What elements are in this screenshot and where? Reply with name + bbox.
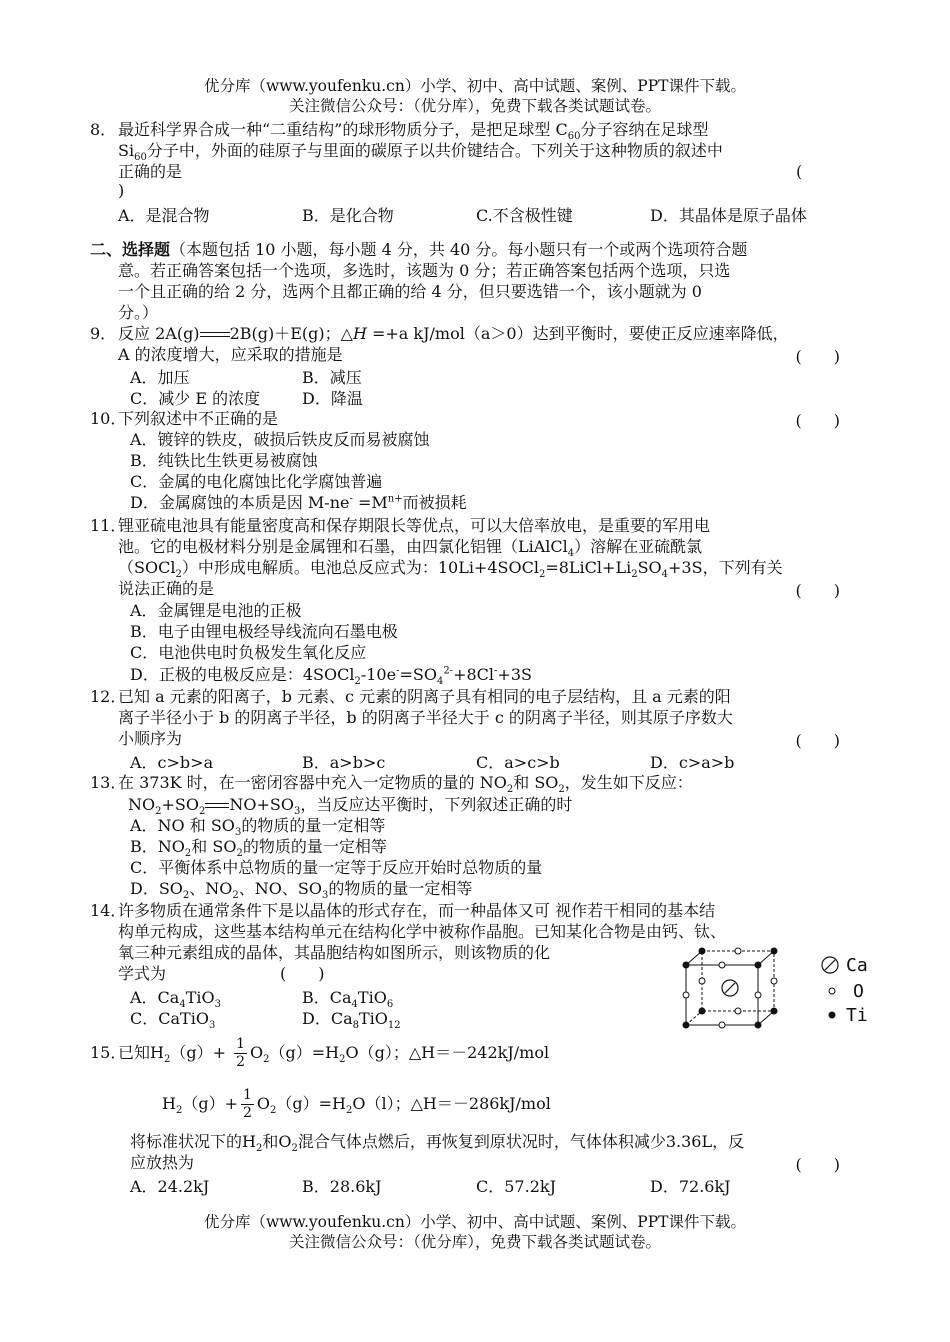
q10-option-b: B．纯铁比生铁更易被腐蚀 <box>130 451 318 470</box>
legend-o-label: O <box>853 981 864 1002</box>
q14-option-d: D．$Ca_8TiO_{12}$ <box>302 1009 401 1032</box>
section-2-title: 二、选择题 <box>90 240 171 259</box>
q13-number: 13． <box>90 773 127 792</box>
q10-option-a: A．镀锌的铁皮，破损后铁皮反而易被腐蚀 <box>130 430 430 449</box>
q12-option-d: D．c>a>b <box>650 753 735 772</box>
q10-number: 10． <box>90 409 127 428</box>
section-2-line-3: 一个且正确的给 2 分，选两个且都正确的给 4 分，但只要选错一个，该小题就为 0 <box>118 282 702 301</box>
q12-line-2: 离子半径小于 b 的阴离子半径，b 的阴离子半径大于 c 的阴离子半径，则其原子序数大 <box>118 708 733 727</box>
q9-number: 9． <box>90 324 117 343</box>
unit-cell-diagram <box>676 945 886 1035</box>
q13-line-2: $NO_2+SO_2$ $NO+SO_3$，当反应达平衡时，下列叙述正确的时 <box>128 795 573 818</box>
q12-answer-paren: ( ) <box>795 731 840 750</box>
q9-option-d: D．降温 <box>302 389 363 408</box>
q13-option-b: B．$NO_2$和 $SO_2$的物质的量一定相等 <box>130 837 387 860</box>
q12-line-3: 小顺序为 <box>118 729 183 748</box>
q8-option-c: C.不含极性键 <box>476 206 573 225</box>
q14-option-c: C．CaTiO$_3$ <box>130 1009 216 1032</box>
q15-option-c: C．57.2kJ <box>476 1177 556 1196</box>
q10-option-d: D．金属腐蚀的本质是因 $M-ne^- =M^{n+}$而被损耗 <box>130 493 467 512</box>
q11-option-b: B．电子由锂电极经导线流向石墨电极 <box>130 622 398 641</box>
q9-option-b: B．减压 <box>302 368 362 387</box>
q14-option-b: B．$Ca_4TiO_6$ <box>302 988 394 1011</box>
q11-option-a: A．金属锂是电池的正极 <box>130 601 302 620</box>
q11-line-3: （SOCl$_2$）中形成电解质。电池总反应式为：$10Li+4SOCl_2=8LiCl+Li_2SO_4+3S$，下列有关 <box>118 558 783 581</box>
q8-line-1: 最近科学界合成一种“二重结构”的球形物质分子，是把足球型 $C_{60}$分子容纳在足球型 <box>118 120 709 143</box>
q14-number: 14． <box>90 901 127 920</box>
q15-number: 15． <box>90 1043 127 1062</box>
legend-ti-label: Ti <box>846 1005 868 1026</box>
q8-line-3: 正确的是 <box>118 162 183 181</box>
q11-option-d: D．正极的电极反应是：$4SOCl_2-10e^-=SO_4^{2-}+8Cl^-+3S$ <box>130 665 532 688</box>
q15-line-3: 将标准状况下的$H_2$和$O_2$混合气体点燃后，再恢复到原状况时，气体体积减少3.36L，反 <box>130 1132 745 1155</box>
q11-number: 11． <box>90 516 127 535</box>
q9-option-a: A．加压 <box>130 368 190 387</box>
oxygen-legend-icon <box>829 988 835 994</box>
q11-line-1: 锂亚硫电池具有能量密度高和保存期限长等优点，可以大倍率放电，是重要的军用电 <box>118 516 711 535</box>
q9-answer-paren: ( ) <box>795 347 840 366</box>
titanium-legend-icon <box>829 1012 836 1019</box>
section-2-intro: 二、选择题（本题包括 10 小题，每小题 4 分，共 40 分。每小题只有一个或两个选项符合题 <box>90 240 748 259</box>
q11-option-c: C．电池供电时负极发生氧化反应 <box>130 643 367 662</box>
q9-line-2: A 的浓度增大，应采取的措施是 <box>118 345 343 364</box>
section-2-line-2: 意。若正确答案包括一个选项，多选时，该题为 0 分；若正确答案包括两个选项，只选 <box>118 261 731 280</box>
q12-option-b: B．a>b>c <box>302 753 386 772</box>
section-2-line-4: 分。） <box>118 303 159 322</box>
header-line-2: 关注微信公众号：（优分库），免费下载各类试题试卷。 <box>288 97 661 115</box>
q15-option-b: B．28.6kJ <box>302 1177 382 1196</box>
q8-paren-close: ) <box>118 181 125 200</box>
q14-option-a: A．$Ca_4TiO_3$ <box>130 988 221 1011</box>
fraction-one-half: $\frac{1}{2}$ <box>242 1087 252 1121</box>
q14-line-1: 许多物质在通常条件下是以晶体的形式存在，而一种晶体又可 视作若干相同的基本结 <box>118 901 716 920</box>
q10-answer-paren: ( ) <box>795 411 840 430</box>
q14-line-3: 氧三种元素组成的晶体，其晶胞结构如图所示，则该物质的化 <box>118 943 551 962</box>
q10-stem: 下列叙述中不正确的是 <box>118 409 279 428</box>
q10-option-c: C．金属的电化腐蚀比化学腐蚀普遍 <box>130 472 383 491</box>
q9-line-1: 反应 2A(g) 2B(g)＋E(g)；△H =+a kJ/mol（a＞0）达到平衡时，要使正反应速率降低， <box>118 324 789 343</box>
q13-option-c: C．平衡体系中总物质的量一定等于反应开始时总物质的量 <box>130 858 543 877</box>
q12-number: 12． <box>90 687 127 706</box>
q9-option-c: C．减少 E 的浓度 <box>130 389 261 408</box>
q15-answer-paren: ( ) <box>795 1155 840 1174</box>
q12-option-c: C．a>c>b <box>476 753 560 772</box>
q13-line-1: 在 373K 时，在一密闭容器中充入一定物质的量的 $NO_2$和 $SO_2$，发生如下反应： <box>118 773 693 796</box>
q11-line-4: 说法正确的是 <box>118 579 215 598</box>
footer-line-2: 关注微信公众号：（优分库），免费下载各类试题试卷。 <box>288 1233 661 1251</box>
q14-line-2: 构单元构成，这些基本结构单元在结构化学中被称作晶胞。已知某化合物是由钙、钛、 <box>118 922 727 941</box>
q8-option-a: A．是混合物 <box>118 206 210 225</box>
q13-option-d: D．$SO_2$、$NO_2$、NO、$SO_3$的物质的量一定相等 <box>130 879 473 902</box>
fraction-one-half: $\frac{1}{2}$ <box>236 1036 246 1070</box>
q8-option-d: D．其晶体是原子晶体 <box>650 206 807 225</box>
q15-option-d: D．72.6kJ <box>650 1177 731 1196</box>
q15-line-1: 已知$H_2(g)+$ $\frac{1}{2}$ $O_2(g)=H_2O(g)$；△H＝－242kJ/mol <box>118 1036 550 1070</box>
q11-answer-paren: ( ) <box>795 581 840 600</box>
equilibrium-sign-icon <box>200 331 230 339</box>
q12-option-a: A．c>b>a <box>130 753 214 772</box>
q8-number: 8． <box>90 120 117 139</box>
q15-line-4: 应放热为 <box>130 1153 195 1172</box>
footer-line-1: 优分库（www.youfenku.cn）小学、初中、高中试题、案例、PPT课件下载。 <box>203 1213 747 1231</box>
q8-option-b: B．是化合物 <box>302 206 394 225</box>
unit-cell-figure <box>676 945 886 1035</box>
header-line-1: 优分库（www.youfenku.cn）小学、初中、高中试题、案例、PPT课件下载。 <box>203 77 747 95</box>
q8-paren-open: ( <box>796 162 803 181</box>
equilibrium-sign-icon <box>205 802 229 810</box>
q14-line-4: 学式为 <box>118 964 167 983</box>
q13-option-a: A．NO 和 $SO_3$的物质的量一定相等 <box>130 816 386 839</box>
q8-line-2: $Si_{60}$分子中，外面的硅原子与里面的碳原子以共价键结合。下列关于这种物质的叙述中 <box>118 141 723 164</box>
q14-answer-paren: ( ) <box>280 964 325 983</box>
q15-line-2: $H_2(g)+$ $\frac{1}{2}$ $O_2(g)=H_2O(l)$；△H＝－286kJ/mol <box>162 1087 551 1121</box>
legend-ca-label: Ca <box>846 955 868 976</box>
q11-line-2: 池。它的电极材料分别是金属锂和石墨，由四氯化铝锂（LiAlCl$_4$）溶解在亚硫酰氯 <box>118 537 703 560</box>
q15-option-a: A．24.2kJ <box>130 1177 210 1196</box>
q12-line-1: 已知 a 元素的阳离子，b 元素、c 元素的阴离子具有相同的电子层结构，且 a 元素的阳 <box>118 687 731 706</box>
